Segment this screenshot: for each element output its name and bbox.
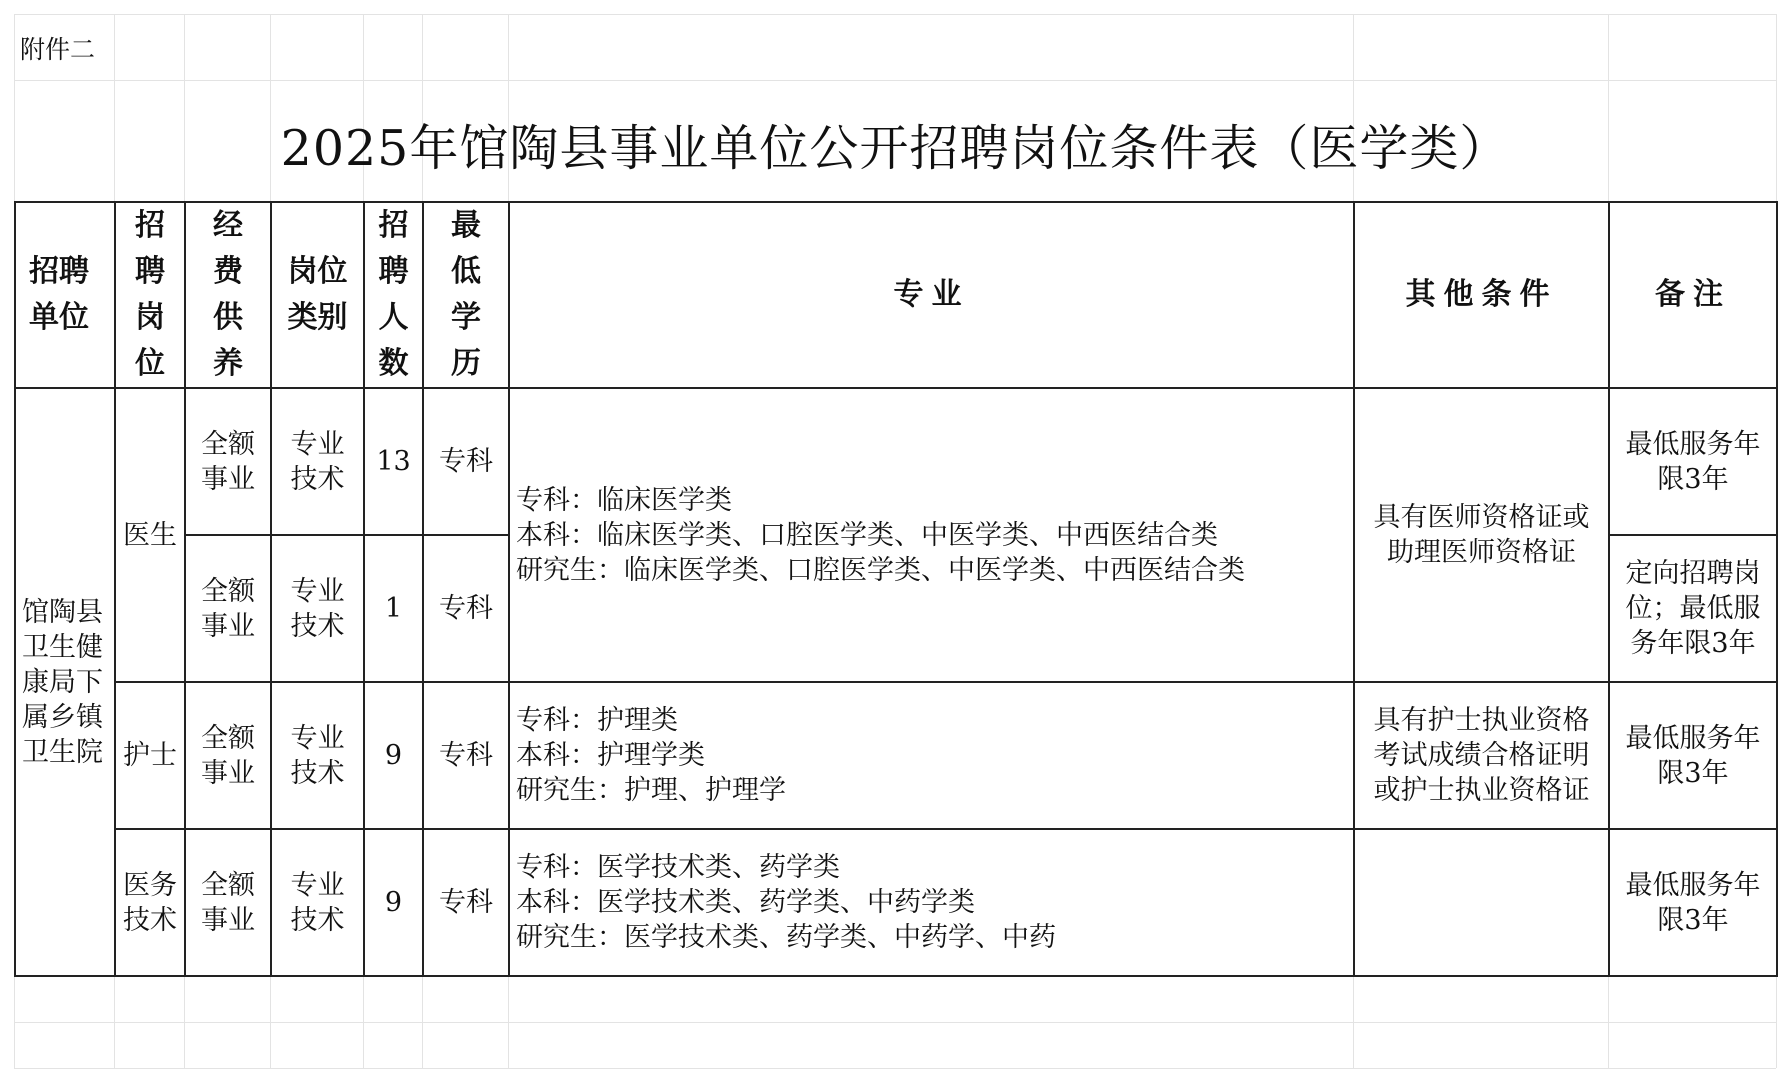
table-row [15, 388, 1777, 535]
gridline [14, 80, 1776, 81]
education-cell: 专科 [423, 388, 509, 535]
position-cell: 护士 [115, 682, 185, 829]
header-category: 岗位类别 [271, 202, 364, 388]
category-cell: 专业技术 [271, 388, 364, 535]
other-conditions-cell: 具有医师资格证或助理医师资格证 [1354, 388, 1609, 682]
funding-cell: 全额事业 [185, 535, 271, 682]
recruitment-table [14, 201, 1778, 977]
count-cell: 9 [364, 829, 423, 976]
funding-cell: 全额事业 [185, 829, 271, 976]
major-cell [509, 388, 1354, 682]
header-funding: 经费供养 [185, 202, 271, 388]
position-cell: 医务技术 [115, 829, 185, 976]
major-line: 专科：临床医学类 [516, 484, 732, 516]
category-cell: 专业技术 [271, 535, 364, 682]
major-line: 研究生：护理、护理学 [516, 775, 786, 806]
education-cell: 专科 [423, 535, 509, 682]
education-cell: 专科 [423, 829, 509, 976]
major-line: 本科：医学技术类、药学类、中药学类 [516, 887, 975, 918]
major-line: 专科：护理类 [516, 705, 678, 736]
header-unit: 招聘单位 [15, 202, 115, 388]
category-cell: 专业技术 [271, 682, 364, 829]
remark-cell: 定向招聘岗位；最低服务年限3年 [1609, 535, 1777, 682]
header-major: 专业 [509, 202, 1354, 388]
position-cell: 医生 [115, 388, 185, 682]
major-line: 研究生：医学技术类、药学类、中药学、中药 [516, 922, 1056, 953]
major-line: 研究生：临床医学类、口腔医学类、中医学类、中西医结合类 [516, 554, 1245, 586]
gridline [14, 14, 1776, 15]
remark-cell: 最低服务年限3年 [1609, 682, 1777, 829]
other-conditions-cell: 具有护士执业资格考试成绩合格证明或护士执业资格证 [1354, 682, 1609, 829]
gridline [14, 1022, 1776, 1023]
table-row [15, 682, 1777, 829]
header-row [15, 202, 1777, 388]
gridline [14, 1068, 1776, 1069]
header-position: 招聘岗位 [115, 202, 185, 388]
header-remark: 备注 [1609, 202, 1777, 388]
major-line: 本科：护理学类 [516, 740, 705, 771]
funding-cell: 全额事业 [185, 682, 271, 829]
category-cell: 专业技术 [271, 829, 364, 976]
count-cell: 1 [364, 535, 423, 682]
header-count: 招聘人数 [364, 202, 423, 388]
major-cell [509, 682, 1354, 829]
table-row [15, 829, 1777, 976]
remark-cell: 最低服务年限3年 [1609, 388, 1777, 535]
attachment-label: 附件二 [20, 35, 96, 64]
unit-name-cell: 馆陶县卫生健康局下属乡镇卫生院 [15, 388, 115, 976]
header-other: 其他条件 [1354, 202, 1609, 388]
education-cell: 专科 [423, 682, 509, 829]
remark-cell: 最低服务年限3年 [1609, 829, 1777, 976]
funding-cell: 全额事业 [185, 388, 271, 535]
other-conditions-cell [1354, 829, 1609, 976]
major-line: 专科：医学技术类、药学类 [516, 852, 840, 883]
count-cell: 9 [364, 682, 423, 829]
major-line: 本科：临床医学类、口腔医学类、中医学类、中西医结合类 [516, 519, 1218, 551]
header-education: 最低学历 [423, 202, 509, 388]
major-cell [509, 829, 1354, 976]
page-title: 2025年馆陶县事业单位公开招聘岗位条件表（医学类） [280, 120, 1510, 177]
count-cell: 13 [364, 388, 423, 535]
